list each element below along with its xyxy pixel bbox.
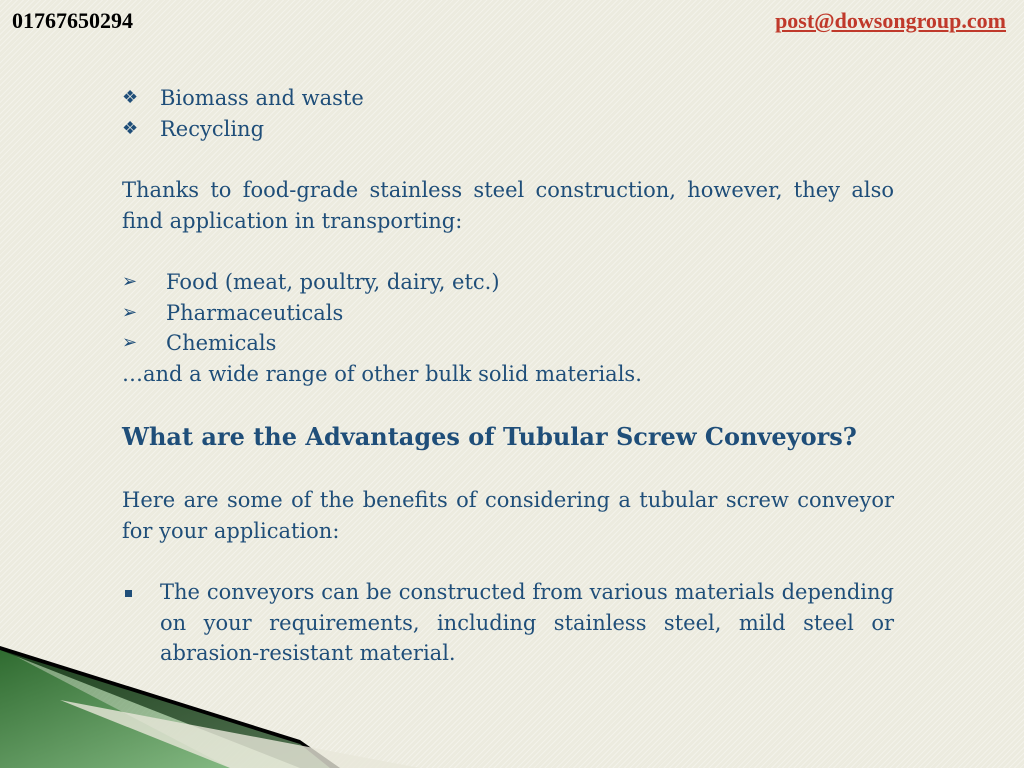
paragraph: …and a wide range of other bulk solid materials.	[122, 361, 642, 386]
list-item-text: Food (meat, poultry, dairy, etc.)	[166, 270, 500, 294]
list-item	[122, 298, 894, 329]
list-item-text: Pharmaceuticals	[166, 300, 344, 325]
diamond-bullet-icon: ❖	[122, 117, 139, 139]
list-item	[122, 267, 894, 298]
email-link[interactable]: post@dowsongroup.com	[775, 8, 1006, 33]
square-bullet-icon	[122, 577, 160, 608]
list-item	[122, 83, 894, 114]
corner-decoration	[0, 640, 420, 768]
list-item-text: The conveyors can be constructed from various materials depending on your requirements, including stainless steel, mild steel or abrasion-resistant material.	[160, 580, 894, 665]
phone-number: 01767650294	[12, 8, 133, 33]
arrow-bullet-icon: ➢	[122, 271, 138, 292]
arrow-bullet-icon: ➢	[122, 301, 138, 323]
diamond-bullet-icon: ❖	[122, 87, 139, 108]
arrow-bullet-icon: ➢	[122, 332, 138, 353]
list-item	[122, 328, 894, 359]
slide-content	[122, 83, 894, 669]
paragraph: Thanks to food-grade stainless steel construction, however, they also find application in transporting:	[122, 178, 894, 233]
list-item-text: Recycling	[160, 116, 265, 141]
list-item	[122, 114, 894, 145]
paragraph: Here are some of the benefits of considering a tubular screw conveyor for your application:	[122, 488, 894, 543]
section-heading: What are the Advantages of Tubular Screw Conveyors?	[122, 422, 857, 451]
list-item-text: Biomass and waste	[160, 86, 364, 110]
list-item-text: Chemicals	[166, 331, 277, 355]
